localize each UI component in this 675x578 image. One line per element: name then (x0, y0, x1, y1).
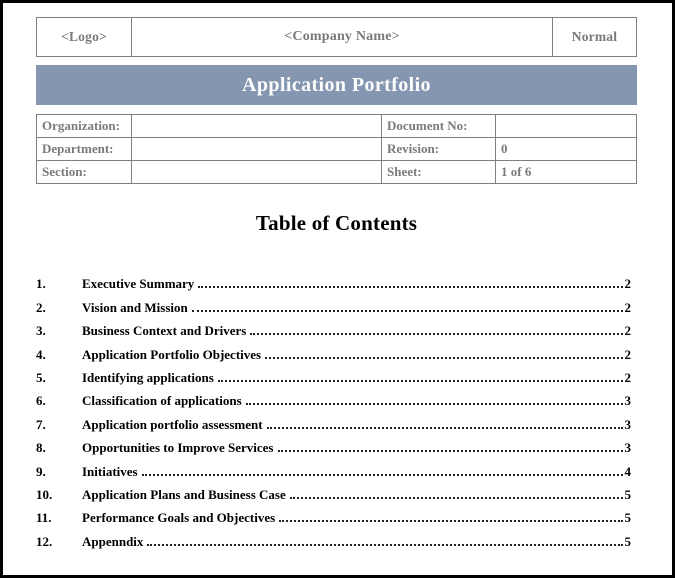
toc-entry-number: 12. (36, 533, 53, 549)
header-table (36, 17, 637, 57)
toc-dot-leader (278, 450, 623, 452)
toc-entry-number: 10. (36, 486, 53, 502)
toc-entry (36, 456, 631, 479)
toc-entry-title: Appenndix (82, 533, 144, 549)
document-title-bar: Application Portfolio (36, 65, 637, 105)
revision-value: 0 (496, 138, 637, 161)
toc-entry-number: 8. (36, 440, 46, 456)
toc-entry-title: Application Portfolio Objectives (82, 346, 262, 362)
sheet-label: Sheet: (382, 161, 496, 184)
toc-entry-number: 7. (36, 416, 46, 432)
logo-placeholder: <Logo> (37, 18, 132, 56)
toc-entry-page: 2 (624, 276, 631, 292)
toc-entry-title: Opportunities to Improve Services (82, 440, 274, 456)
toc-dot-leader (142, 474, 623, 476)
toc-dot-leader (265, 357, 622, 359)
toc-dot-leader (290, 497, 623, 499)
department-label: Department: (37, 138, 132, 161)
toc-entry (36, 316, 631, 339)
organization-value (132, 115, 382, 138)
document-info-table (36, 114, 637, 184)
toc-entry-page: 2 (624, 323, 631, 339)
section-value (132, 161, 382, 184)
toc-entry-number: 2. (36, 299, 46, 315)
toc-list (36, 269, 637, 550)
department-value (132, 138, 382, 161)
toc-entry-title: Vision and Mission (82, 299, 188, 315)
toc-entry-page: 5 (624, 510, 631, 526)
toc-dot-leader (192, 310, 623, 312)
toc-entry-title: Performance Goals and Objectives (82, 510, 276, 526)
toc-entry (36, 292, 631, 315)
toc-entry-number: 6. (36, 393, 46, 409)
toc-entry-number: 4. (36, 346, 46, 362)
toc-dot-leader (267, 427, 623, 429)
toc-dot-leader (250, 333, 622, 335)
toc-entry-page: 4 (624, 463, 631, 479)
revision-label: Revision: (382, 138, 496, 161)
toc-entry-page: 5 (624, 486, 631, 502)
document-status-label: Normal (571, 29, 618, 44)
toc-entry-number: 3. (36, 323, 46, 339)
toc-entry-page: 3 (624, 440, 631, 456)
toc-dot-leader (279, 520, 622, 522)
toc-entry-page: 2 (624, 346, 631, 362)
toc-entry-page: 3 (624, 393, 631, 409)
toc-entry-title: Initiatives (82, 463, 138, 479)
section-label: Section: (37, 161, 132, 184)
toc-dot-leader (218, 380, 623, 382)
sheet-value: 1 of 6 (496, 161, 637, 184)
toc-heading: Table of Contents (255, 211, 418, 235)
toc-entry-title: Identifying applications (82, 369, 214, 385)
toc-entry (36, 480, 631, 503)
toc-entry-page: 2 (624, 299, 631, 315)
toc-entry (36, 433, 631, 456)
toc-entry-title: Classification of applications (82, 393, 242, 409)
toc-entry (36, 363, 631, 386)
toc-entry-number: 9. (36, 463, 46, 479)
toc-entry-number: 5. (36, 369, 46, 385)
toc-entry (36, 386, 631, 409)
toc-entry-page: 5 (624, 533, 631, 549)
toc-entry (36, 409, 631, 432)
toc-entry (36, 526, 631, 549)
organization-label: Organization: (37, 115, 132, 138)
company-name-placeholder: <Company Name> (132, 18, 553, 56)
toc-entry (36, 339, 631, 362)
toc-dot-leader (198, 286, 622, 288)
document-no-label: Document No: (382, 115, 496, 138)
toc-entry-title: Application portfolio assessment (82, 416, 263, 432)
toc-entry-number: 11. (36, 510, 52, 526)
toc-dot-leader (147, 544, 622, 546)
toc-dot-leader (246, 403, 623, 405)
toc-entry-title: Business Context and Drivers (82, 323, 247, 339)
toc-entry-title: Application Plans and Business Case (82, 486, 286, 502)
document-no-value (496, 115, 637, 138)
toc-entry-number: 1. (36, 276, 46, 292)
toc-entry-title: Executive Summary (82, 276, 195, 292)
toc-entry-page: 3 (624, 416, 631, 432)
toc-entry (36, 503, 631, 526)
toc-entry (36, 269, 631, 292)
toc-entry-page: 2 (624, 369, 631, 385)
